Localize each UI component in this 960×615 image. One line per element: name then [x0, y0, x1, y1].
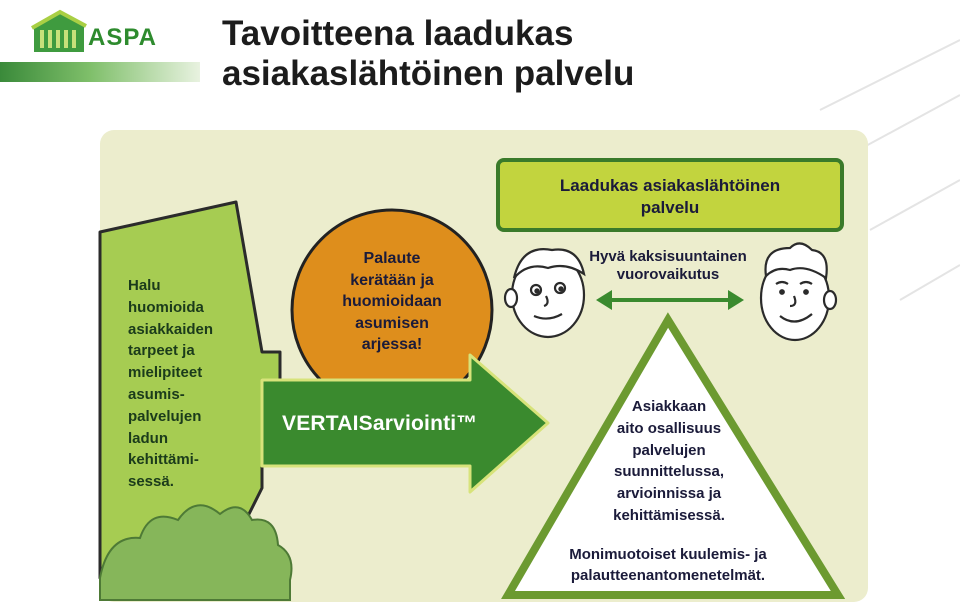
double-arrow-icon — [596, 290, 744, 310]
goal-box-text: Laadukas asiakaslähtöinen palvelu — [559, 176, 781, 217]
triangle-text: Asiakkaan aito osallisuus palvelujen suunnittelussa, arvioinnissa ja kehittämisessä. — [613, 398, 725, 524]
methods-text: Monimuotoiset kuulemis- ja palautteenantomenetelmät. — [569, 546, 767, 584]
logo-text: ASPA — [88, 24, 157, 51]
arrow-label: VERTAISarviointi™ — [282, 412, 478, 435]
circle-text: Palaute kerätään ja huomioidaan asumisen arjessa! — [342, 250, 442, 353]
page-title: Tavoitteena laadukas asiakaslähtöinen palvelu — [222, 14, 635, 93]
interaction-text: Hyvä kaksisuuntainen vuorovaikutus — [589, 248, 747, 283]
house-text: Halu huomioida asiakkaiden tarpeet ja mielipiteet asumis- palvelujen ladun kehittämi- sessä. — [128, 277, 214, 491]
